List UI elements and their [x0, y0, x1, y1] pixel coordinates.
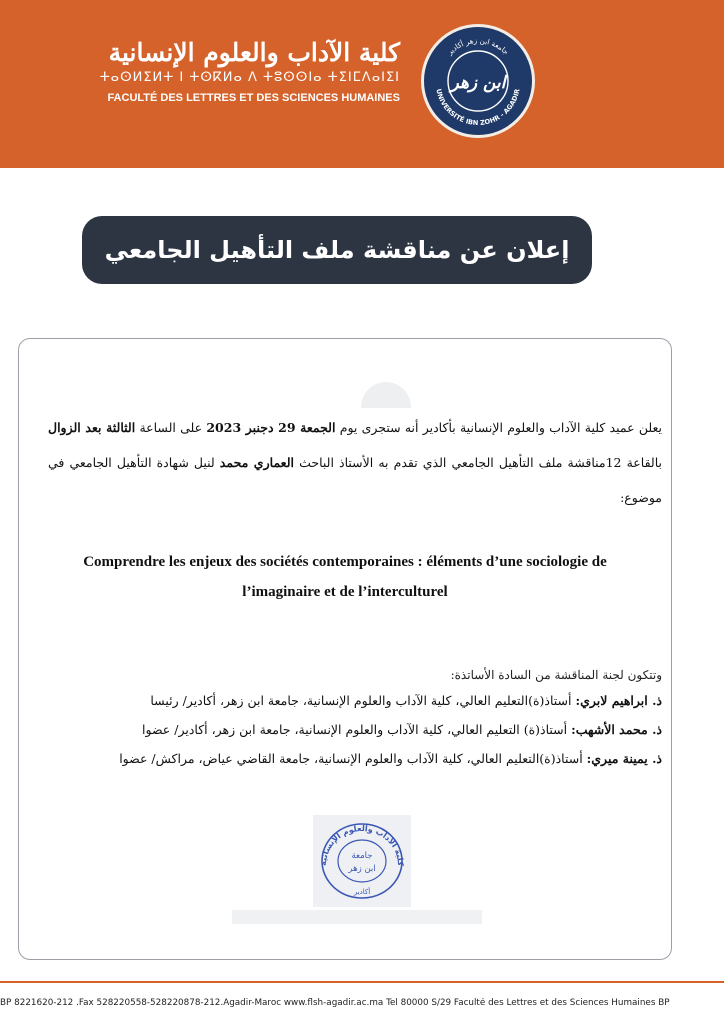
seal-monogram: ابن زهر [450, 73, 506, 93]
jury-member [48, 686, 662, 715]
jury-member-details: أستاذ(ة) التعليم العالي، كلية الآداب والعلوم الإنسانية، جامعة ابن زهر، أكادير/ عضوا [142, 722, 572, 737]
stamp-icon [313, 815, 411, 907]
jury-member-name: ذ. محمد الأشهب: [571, 722, 662, 737]
thesis-title-line-1: Comprendre les enjeux des sociétés contemporaines : éléments d’une sociologie de [83, 554, 607, 570]
jury-member-name: ذ. ابراهيم لابري: [575, 693, 662, 708]
seal-arabic-ring: جامعة ابن زهر أكادير [445, 35, 511, 57]
announcement-text-4: لنيل شهادة التأهيل الجامعي في موضوع: [48, 455, 662, 505]
defense-time: الثالثة بعد الزوال [48, 420, 136, 435]
official-stamp [313, 815, 411, 907]
jury-member-details: أستاذ(ة)التعليم العالي، كلية الآداب والعلوم الإنسانية، جامعة ابن زهر، أكادير/ رئيسا [150, 693, 576, 708]
announcement-title-banner [82, 216, 592, 284]
defense-date: الجمعة 29 دجنبر 2023 [206, 420, 336, 435]
announcement-title: إعلان عن مناقشة ملف التأهيل الجامعي [104, 236, 570, 264]
faculty-name-arabic: كلية الآداب والعلوم الإنسانية [108, 38, 400, 67]
stamp-center-line-2: ابن زهر [348, 864, 376, 874]
researcher-name: العماري محمد [219, 455, 294, 470]
svg-text:جامعة ابن زهر أكادير [445, 36, 511, 57]
stamp-center-line-1: جامعة [351, 851, 373, 861]
seal-french-ring: UNIVERSITÉ IBN ZOHR - AGADIR [434, 88, 522, 128]
jury-intro: وتتكون لجنة المناقشة من السادة الأساتذة: [450, 668, 662, 682]
stamp-ring-text: كلية الآداب والعلوم الإنسانية [318, 823, 406, 867]
stamp-bottom-text: أكادير [353, 888, 371, 896]
jury-member [48, 744, 662, 773]
announcement-text-2: على الساعة [135, 420, 207, 435]
university-seal-icon [424, 27, 532, 135]
footer-divider [0, 981, 724, 983]
jury-list [48, 686, 662, 773]
faculty-name-tifinagh: ⵜⴰⵙⵍⵉⵍⵜ ⵏ ⵜⵙⴽⵍⴰ ⴷ ⵜⵓⵙⵙⵏⴰ ⵜⵉⵏⵎⴷⴰⵏⵉⵏ [99, 70, 400, 85]
announcement-text-1: يعلن عميد كلية الآداب والعلوم الإنسانية بأكادير أنه ستجرى يوم [335, 420, 662, 435]
stamp-shadow [232, 910, 482, 924]
announcement-paragraph [48, 410, 662, 515]
faculty-name-french: FACULTÉ DES LETTRES ET DES SCIENCES HUMAINES [107, 92, 400, 104]
header-band [0, 0, 724, 168]
jury-member-details: أستاذ(ة)التعليم العالي، كلية الآداب والعلوم الإنسانية، جامعة القاضي عياض، مراكش/ عضوا [119, 751, 587, 766]
jury-member [48, 715, 662, 744]
announcement-text-3: بالقاعة 12مناقشة ملف التأهيل الجامعي الذي تقدم به الأستاذ الباحث [293, 455, 662, 470]
university-logo [421, 24, 535, 138]
thesis-title [40, 547, 650, 607]
svg-text:UNIVERSITÉ IBN ZOHR - AGADIR [434, 88, 521, 127]
thesis-title-line-2: l’imaginaire et de l’interculturel [242, 584, 448, 600]
footer-contact: BP 8221620-212 .Fax 528220558-528220878-212.Agadir-Maroc www.flsh-agadir.ac.ma Tel 80000 S/29 Faculté des Lettres et des Sciences Humaines BP [0, 998, 670, 1008]
jury-member-name: ذ. يمينة ميري: [586, 751, 662, 766]
